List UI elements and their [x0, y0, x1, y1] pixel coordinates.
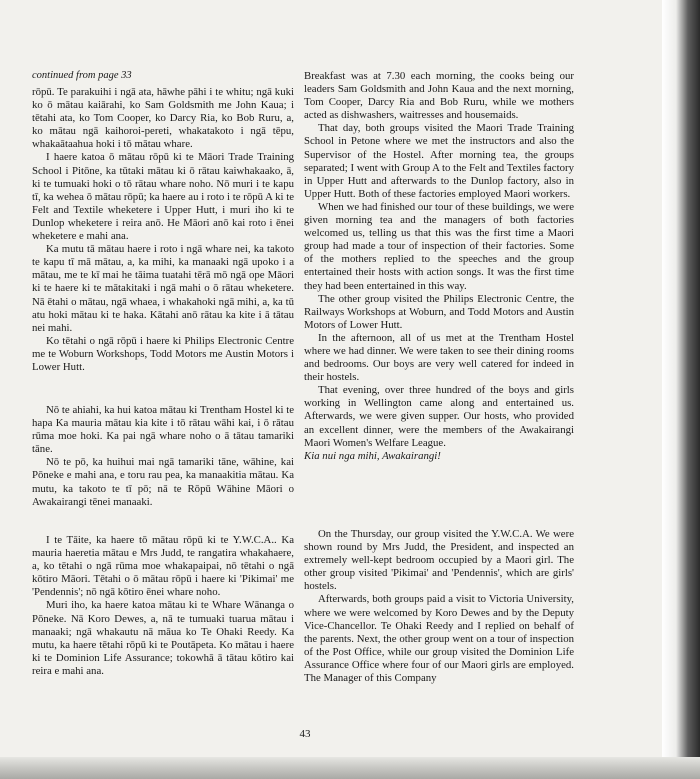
paragraph: On the Thursday, our group visited the Y.W.C.A. We were shown round by Mrs Judd, the President, and inspected an extremely well-kept bedroom occupied by a Maori girl. The other group visited 'Pikimai' and 'Pendennis', which are girls' hostels.	[304, 528, 574, 593]
paragraph: That day, both groups visited the Maori Trade Training School in Petone where we met the instructors and also the Supervisor of the Hostel. After morning tea, the groups separated; I went with Group A to the Felt and Textiles factory in Upper Hutt and afterwards to the Dunlop factory, also in Upper Hutt. Both of these factories employed Maori workers.	[304, 122, 574, 200]
paragraph: Muri iho, ka haere katoa mātau ki te Whare Wānanga o Pōneke. Nā Koro Dewes, a, nā te tumuaki tuarua mātau i manaaki; ngā whakautu nā māua ko Te Ohaki Reedy. Ka mutu, ka haere tētahi rōpū ki te Poutāpeta. Ko mātau i haere ki te Dominion Life Assurance; tokowhā ā tātau kōtiro kai reira e mahi ana.	[32, 599, 294, 677]
paragraph: Nō te pō, ka huihui mai ngā tamariki tāne, wāhine, kai Pōneke e mahi ana, e toru rau pea, ka manaakitia mātau. Ka mutu, ka takoto te tī pō; nā te Rōpū Wāhine Māori o Awakairangi tēnei manaaki.	[32, 456, 294, 508]
paragraph: Ko tētahi o ngā rōpū i haere ki Philips Electronic Centre me te Woburn Workshops, Todd Motors me Austin Motors i Lower Hutt.	[32, 334, 294, 373]
paragraph: When we had finished our tour of these buildings, we were given morning tea and the managers of both factories welcomed us, telling us that this was the first time a Maori group had made a tour of inspection of their factories. Some of the mothers replied to the speeches and the group entertained their hosts with action songs. It was the first time they had been entertained in this way.	[304, 200, 574, 292]
paragraph: Ka mutu tā mātau haere i roto i ngā whare nei, ka takoto te kapu tī mā mātau, a, ka mihi, ka manaaki ngā upoko i a mātau, me te kī mai he tāima tuatahi tērā mō ngā ope Māori ki te haere ki te mātakitaki i ngā mahi o ō rātau wheketere. Nā ētahi o mātau, ngā whaea, i whakahoki ngā mihi, a, ka tū atu hoki mātau ki te haka. Kātahi anō rātau ka kite i ā tātau nei mahi.	[32, 243, 294, 334]
paragraph: I te Tāite, ka haere tō mātau rōpū ki te Y.W.C.A.. Ka mauria haeretia mātau e Mrs Judd, te rangatira whakahaere, a, ko tētahi o ngā rūma moe whakapaipai, nō tētahi o ngā kōtiro Māori. Tētahi o ō mātau rōpū i haere ki 'Pikimai' me 'Pendennis'; nō ngā kōtiro ēnei whare noho.	[32, 534, 294, 599]
maori-text-column-middle	[32, 404, 294, 509]
english-text-column-top	[304, 70, 574, 463]
page-number: 43	[299, 728, 311, 740]
paragraph: Breakfast was at 7.30 each morning, the cooks being our leaders Sam Goldsmith and John Kaua and the next morning, Tom Cooper, Darcy Ria and Bob Ruru, while we mothers acted as dishwashers, waitresses and housemaids.	[304, 70, 574, 122]
continued-note: continued from page 33	[32, 70, 132, 81]
paragraph: In the afternoon, all of us met at the Trentham Hostel where we had dinner. We were taken to see their dining rooms and bedrooms. Our boys are very well catered for indeed in their hostels.	[304, 331, 574, 384]
italic-closing-line: Kia nui nga mihi, Awakairangi!	[304, 449, 441, 462]
paragraph: The other group visited the Philips Electronic Centre, the Railways Workshops at Woburn, and Todd Motors and Austin Motors of Lower Hutt.	[304, 292, 574, 331]
english-text-column-bottom	[304, 528, 574, 685]
maori-text-column-bottom	[32, 534, 294, 678]
paragraph: I haere katoa ō mātau rōpū ki te Māori Trade Training School i Pitōne, ka tūtaki mātau ki ō rātau kaiwhakaako, ā, ki te tumuaki hoki o tō rātau whare noho. Nō muri i te kapu tī, ka wehea ō mātau rōpū; ka haere au i roto i te rōpū A ki te Felt and Textile wheketere i Upper Hutt, i muri iho ki te Dunlop wheketere i reira anō. He Māori anō kai roto i ēnei wheketere e mahi ana.	[32, 151, 294, 243]
paragraph: Afterwards, both groups paid a visit to Victoria University, where we were welcomed by Koro Dewes and by the Deputy Vice-Chancellor. Te Ohaki Reedy and I replied on behalf of the parents. Next, the other group went on a tour of inspection of the Post Office, while our group visited the Dominion Life Assurance Office where four of our Maori girls are employed. The Manager of this Company	[304, 593, 574, 685]
paragraph: That evening, over three hundred of the boys and girls working in Wellington came along and entertained us. Afterwards, we were given supper. Our hosts, who provided an excellent dinner, were the members of the Awakairangi Maori Women's Welfare League.	[304, 384, 574, 449]
paragraph: rōpū. Te parakuihi i ngā ata, hāwhe pāhi i te whitu; ngā kuki ko ō mātau kaiārahi, ko Sam Goldsmith me John Kaua; i tētahi ata, ko Tom Cooper, ko Darcy Ria, ko Bob Ruru, a, ko mātau ngā kaihoroi-pereti, whakatakoto i ngā tēpu, whakaātaahua hoki i tō mātau whare.	[32, 86, 294, 151]
paragraph: Nō te ahiahi, ka hui katoa mātau ki Trentham Hostel ki te hapa Ka mauria mātau kia kite i tō rātau wāhi kai, i ō rātau rūma moe hoki. Ka pai ngā whare noho o ā tātau tamariki tāne.	[32, 404, 294, 456]
maori-text-column-top	[32, 86, 294, 374]
page-edge-shadow	[662, 0, 700, 779]
page-bottom-edge	[0, 757, 700, 779]
